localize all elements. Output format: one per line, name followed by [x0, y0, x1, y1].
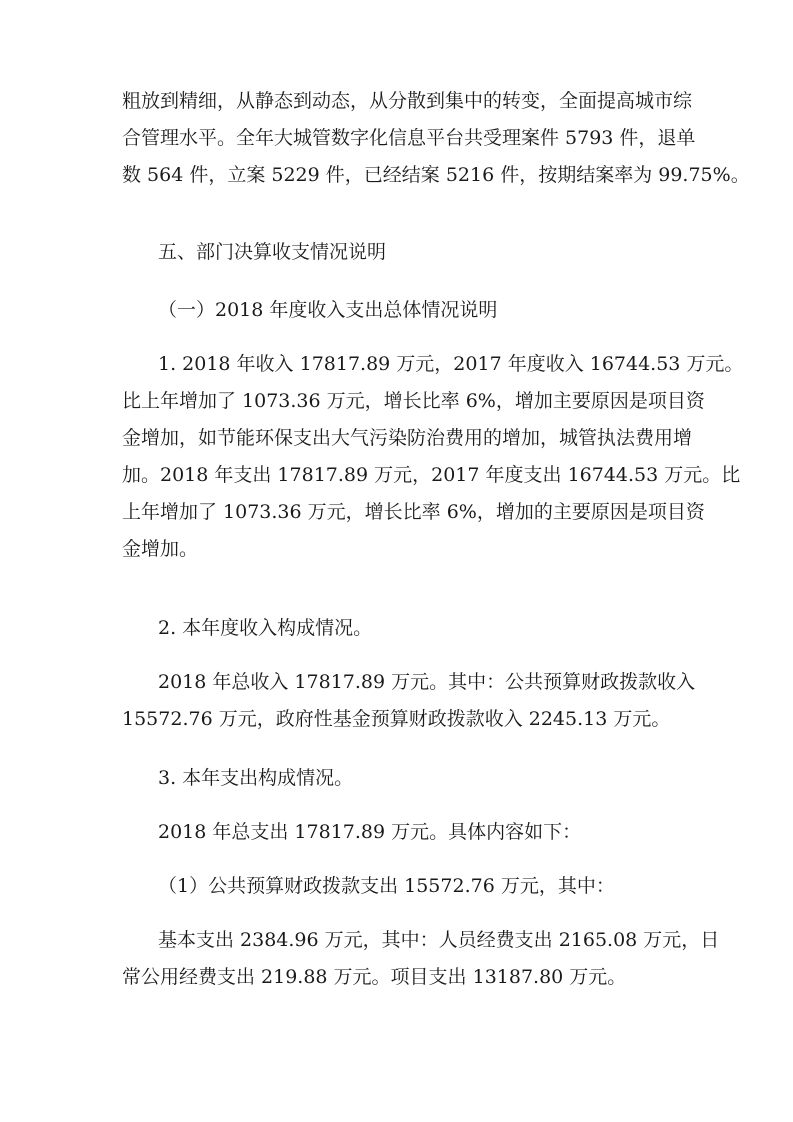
paragraph-line: 金增加。: [122, 538, 199, 560]
paragraph-basic-expenditure: [122, 922, 720, 996]
paragraph-line: 上年增加了 1073.36 万元，增长比率 6%，增加的主要原因是项目资: [122, 501, 705, 523]
paragraph-line: （1）公共预算财政拨款支出 15572.76 万元，其中：: [158, 875, 615, 897]
heading-line: 3. 本年支出构成情况。: [158, 767, 354, 789]
paragraph-line: 合管理水平。全年大城管数字化信息平台共受理案件 5793 件，退单: [122, 127, 696, 149]
heading-expenditure-composition: [122, 760, 682, 797]
paragraph-total-expenditure: [122, 814, 682, 851]
paragraph-line: 粗放到精细，从静态到动态，从分散到集中的转变，全面提高城市综: [122, 90, 693, 112]
paragraph-line: 1. 2018 年收入 17817.89 万元，2017 年度收入 16744.53 万元。: [158, 353, 744, 375]
paragraph-line: 常公用经费支出 219.88 万元。项目支出 13187.80 万元。: [122, 966, 627, 988]
subsection-heading-overall: [122, 292, 682, 329]
paragraph-public-budget-expenditure: [122, 868, 682, 905]
section-heading-budget-description: [122, 234, 682, 271]
heading-line: 五、部门决算收支情况说明: [158, 241, 387, 263]
heading-income-composition: [122, 610, 682, 647]
paragraph-income-composition: [122, 664, 696, 738]
paragraph-line: 数 564 件，立案 5229 件，已经结案 5216 件，按期结案率为 99.75%。: [122, 164, 750, 186]
heading-line: 2. 本年度收入构成情况。: [158, 617, 373, 639]
paragraph-line: 金增加，如节能环保支出大气污染防治费用的增加，城管执法费用增: [122, 427, 693, 449]
paragraph-line: 比上年增加了 1073.36 万元，增长比率 6%，增加主要原因是项目资: [122, 390, 705, 412]
paragraph-digital-management-summary: [122, 83, 750, 194]
heading-line: （一）2018 年度收入支出总体情况说明: [158, 299, 498, 321]
paragraph-line: 15572.76 万元，政府性基金预算财政拨款收入 2245.13 万元。: [122, 708, 671, 730]
paragraph-line: 加。2018 年支出 17817.89 万元，2017 年度支出 16744.53 万元。比: [122, 464, 741, 486]
paragraph-income-expenditure-2018: [122, 346, 744, 568]
paragraph-line: 基本支出 2384.96 万元，其中：人员经费支出 2165.08 万元，日: [158, 929, 720, 951]
paragraph-line: 2018 年总支出 17817.89 万元。具体内容如下：: [158, 821, 582, 843]
paragraph-line: 2018 年总收入 17817.89 万元。其中：公共预算财政拨款收入: [158, 671, 696, 693]
